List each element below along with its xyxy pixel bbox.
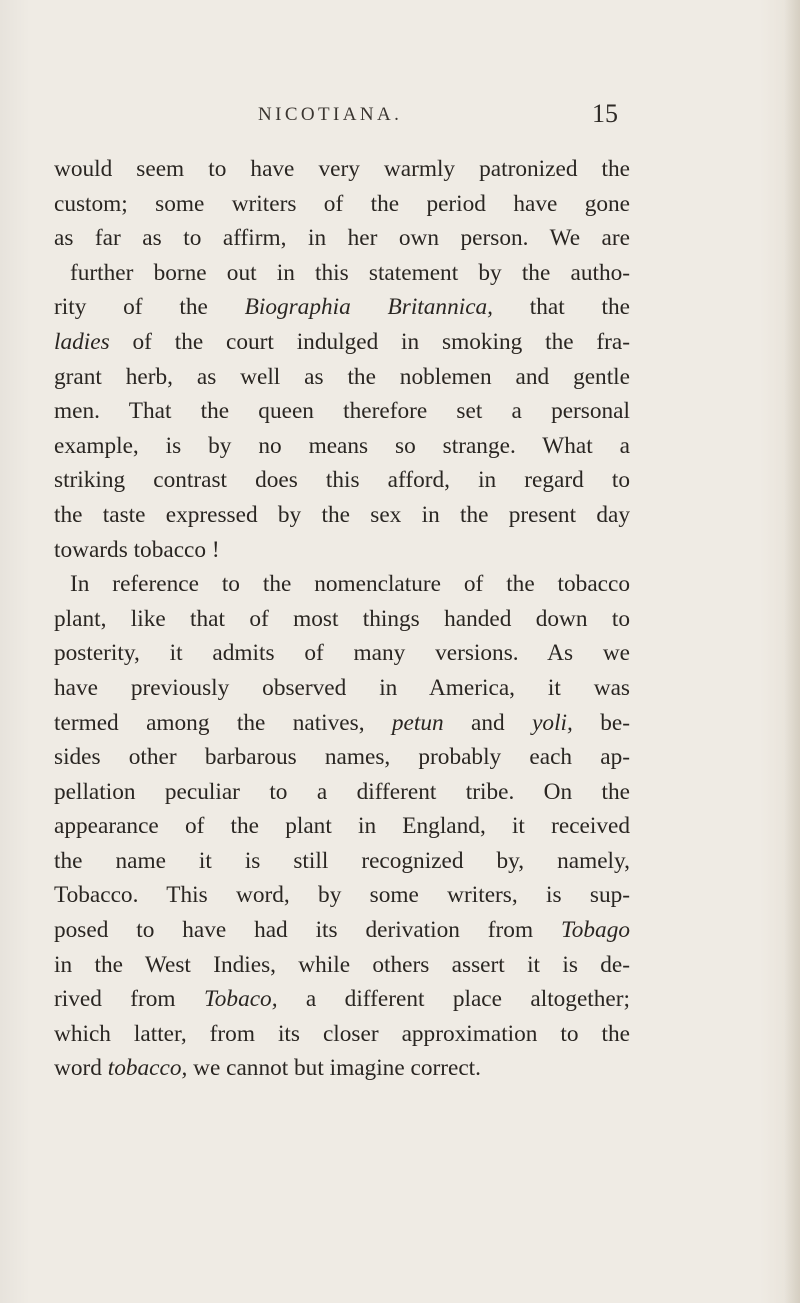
text-line: rived from Tobaco, a different place altogether; bbox=[54, 986, 630, 1013]
text-line: pellation peculiar to a different tribe. On the bbox=[54, 778, 630, 805]
text-line: plant, like that of most things handed down to bbox=[54, 605, 630, 632]
text-line: in the West Indies, while others assert it is de- bbox=[54, 951, 630, 978]
text-line: striking contrast does this afford, in regard to bbox=[54, 467, 630, 494]
text-line: example, is by no means so strange. What a bbox=[54, 432, 630, 459]
text-line: sides other barbarous names, probably each ap- bbox=[54, 744, 630, 771]
text-line: termed among the natives, petun and yoli, be- bbox=[54, 709, 630, 736]
text-line: posterity, it admits of many versions. As we bbox=[54, 640, 630, 667]
text-line: custom; some writers of the period have gone bbox=[54, 190, 630, 217]
text-line: ladies of the court indulged in smoking the fra- bbox=[54, 328, 630, 355]
body-text bbox=[54, 152, 630, 1086]
text-line: Tobacco. This word, by some writers, is sup- bbox=[54, 882, 630, 909]
text-line: which latter, from its closer approximation to the bbox=[54, 1020, 630, 1047]
text-line: towards tobacco ! bbox=[54, 536, 220, 563]
page-edge-shadow bbox=[784, 0, 800, 1303]
running-head bbox=[0, 99, 800, 134]
text-line: In reference to the nomenclature of the tobacco bbox=[70, 571, 630, 598]
text-line: men. That the queen therefore set a personal bbox=[54, 398, 630, 425]
text-line: would seem to have very warmly patronized the bbox=[54, 156, 630, 182]
text-line: the taste expressed by the sex in the present day bbox=[54, 501, 630, 528]
page-number: 15 bbox=[592, 99, 618, 128]
text-line: further borne out in this statement by the autho- bbox=[70, 259, 630, 286]
text-line: word tobacco, we cannot but imagine correct. bbox=[54, 1055, 481, 1082]
text-line: grant herb, as well as the noblemen and gentle bbox=[54, 363, 630, 390]
text-line: the name it is still recognized by, namely, bbox=[54, 847, 630, 874]
text-line: as far as to affirm, in her own person. We are bbox=[54, 225, 630, 252]
text-line: have previously observed in America, it was bbox=[54, 674, 630, 701]
running-title: NICOTIANA. bbox=[258, 104, 403, 125]
text-line: appearance of the plant in England, it received bbox=[54, 813, 630, 840]
text-line: rity of the Biographia Britannica, that the bbox=[54, 294, 630, 321]
text-line: posed to have had its derivation from Tobago bbox=[54, 917, 630, 944]
